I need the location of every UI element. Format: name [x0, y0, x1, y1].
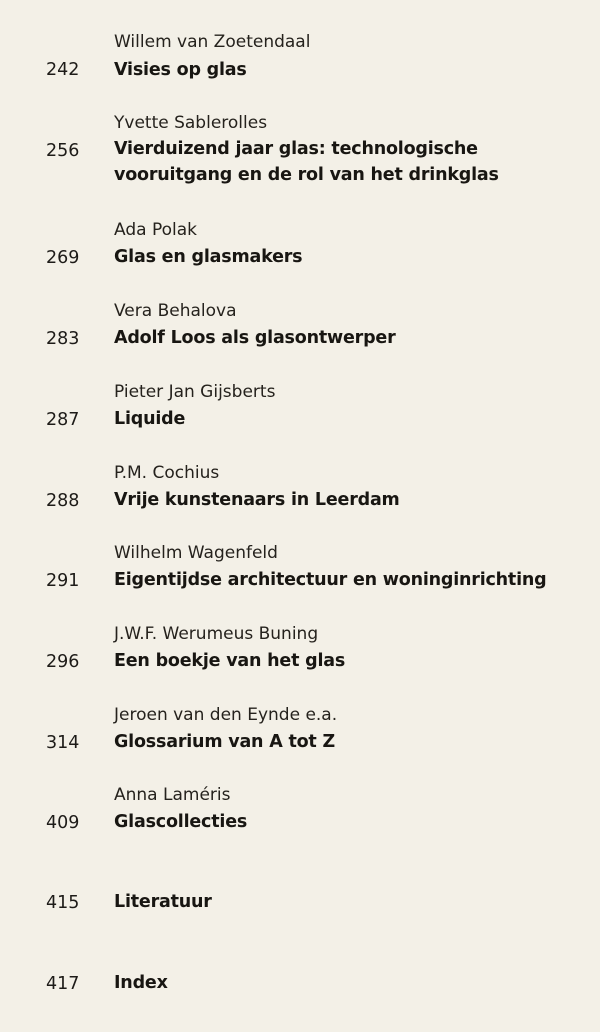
entry-author: Wilhelm Wagenfeld	[114, 543, 278, 563]
entry-page-number: 242	[46, 60, 80, 80]
entry-title: Visies op glas	[114, 60, 247, 80]
entry-author: Jeroen van den Eynde e.a.	[114, 705, 338, 725]
entry-page-number: 288	[46, 491, 80, 511]
entry-author: Vera Behalova	[114, 301, 237, 321]
entry-author: J.W.F. Werumeus Buning	[114, 624, 319, 644]
entry-title: Literatuur	[114, 892, 212, 912]
entry-page-number: 417	[46, 974, 80, 994]
entry-title: Glascollecties	[114, 812, 248, 832]
entry-title: Glas en glasmakers	[114, 247, 303, 267]
entry-page-number: 314	[46, 733, 80, 753]
entry-author: Anna Laméris	[114, 785, 231, 805]
entry-author: Ada Polak	[114, 220, 197, 240]
entry-title: Index	[114, 973, 168, 993]
entry-page-number: 287	[46, 410, 80, 430]
entry-page-number: 291	[46, 571, 80, 591]
entry-author: P.M. Cochius	[114, 463, 220, 483]
entry-author: Willem van Zoetendaal	[114, 32, 311, 52]
entry-title: Vierduizend jaar glas: technologische vooruitgang en de rol van het drinkglas	[114, 139, 499, 185]
entry-page-number: 296	[46, 652, 80, 672]
entry-author: Pieter Jan Gijsberts	[114, 382, 276, 402]
entry-page-number: 256	[46, 141, 80, 161]
entry-author: Yvette Sablerolles	[114, 113, 268, 133]
entry-title: Liquide	[114, 409, 186, 429]
entry-page-number: 415	[46, 893, 80, 913]
entry-title: Vrije kunstenaars in Leerdam	[114, 490, 400, 510]
entry-title: Een boekje van het glas	[114, 651, 346, 671]
entry-title: Eigentijdse architectuur en woninginrichting	[114, 570, 547, 590]
entry-page-number: 409	[46, 813, 80, 833]
entry-page-number: 269	[46, 248, 80, 268]
entry-title: Glossarium van A tot Z	[114, 732, 335, 752]
entry-title: Adolf Loos als glasontwerper	[114, 328, 396, 348]
entry-page-number: 283	[46, 329, 80, 349]
